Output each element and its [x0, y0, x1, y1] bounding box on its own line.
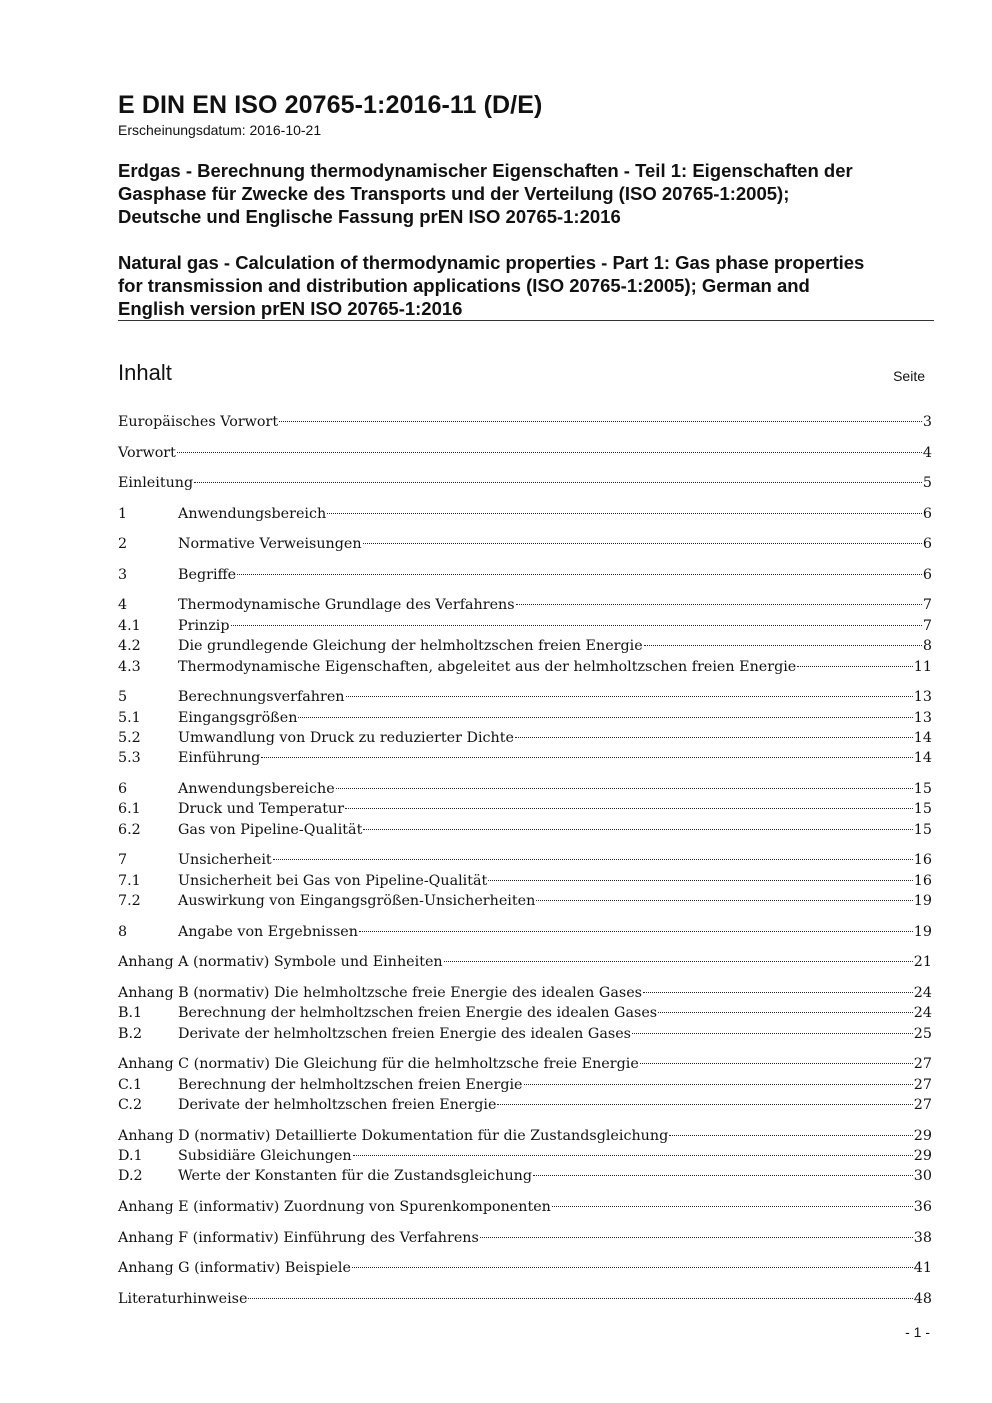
toc-entry-title: Anwendungsbereich — [178, 505, 327, 522]
toc-dot-leader — [644, 645, 922, 646]
toc-entry[interactable] — [118, 636, 932, 656]
toc-dot-leader — [177, 452, 922, 453]
toc-entry-number: 1 — [118, 505, 128, 522]
toc-entry-title: Die grundlegende Gleichung der helmholtzschen freien Energie — [178, 638, 643, 655]
toc-entry[interactable] — [118, 748, 932, 768]
table-of-contents — [118, 412, 932, 1309]
toc-entry-number: D.1 — [118, 1147, 143, 1164]
toc-entry-page: 4 — [922, 444, 932, 461]
title-english-line: for transmission and distribution applications (ISO 20765-1:2005); German and — [118, 275, 810, 296]
toc-dot-leader — [298, 717, 912, 718]
toc-entry-title: Berechnung der helmholtzschen freien Energie des idealen Gases — [178, 1005, 658, 1022]
toc-entry-title: Anhang A (normativ) Symbole und Einheiten — [118, 954, 443, 971]
toc-dot-leader — [488, 880, 913, 881]
toc-entry-number: 5.3 — [118, 750, 141, 767]
toc-dot-leader — [632, 1033, 913, 1034]
toc-entry-number: 3 — [118, 566, 128, 583]
toc-entry[interactable] — [118, 708, 932, 728]
toc-entry-page: 3 — [922, 414, 932, 430]
toc-entry[interactable] — [118, 534, 932, 554]
title-divider — [118, 320, 934, 321]
toc-entry-page: 25 — [913, 1025, 932, 1042]
toc-dot-leader — [237, 574, 922, 575]
toc-entry-page: 27 — [913, 1056, 932, 1073]
page-number: - 1 - — [905, 1324, 930, 1340]
toc-entry[interactable] — [118, 1197, 932, 1217]
toc-entry-number: D.2 — [118, 1168, 143, 1185]
publication-date: Erscheinungsdatum: 2016-10-21 — [118, 122, 322, 138]
toc-entry[interactable] — [118, 565, 932, 585]
toc-entry[interactable] — [118, 1024, 932, 1044]
title-english-line: English version prEN ISO 20765-1:2016 — [118, 298, 463, 319]
toc-entry-title: Anhang G (informativ) Beispiele — [118, 1260, 351, 1277]
toc-entry-page: 15 — [913, 821, 932, 838]
toc-entry-number: B.1 — [118, 1005, 143, 1022]
toc-entry[interactable] — [118, 779, 932, 799]
toc-entry[interactable] — [118, 983, 932, 1003]
toc-entry-page: 16 — [913, 872, 932, 889]
toc-dot-leader — [359, 931, 913, 932]
toc-entry-page: 48 — [913, 1290, 932, 1307]
toc-entry-title: Werte der Konstanten für die Zustandsgleichung — [178, 1168, 533, 1185]
toc-entry-number: 4 — [118, 597, 128, 614]
toc-dot-leader — [536, 900, 913, 901]
toc-entry[interactable] — [118, 1228, 932, 1248]
toc-entry-title: Anhang B (normativ) Die helmholtzsche freie Energie des idealen Gases — [118, 984, 643, 1001]
toc-entry[interactable] — [118, 922, 932, 942]
toc-entry-title: Berechnungsverfahren — [178, 689, 345, 706]
title-german-line: Erdgas - Berechnung thermodynamischer Eigenschaften - Teil 1: Eigenschaften der — [118, 160, 853, 181]
toc-entry-title: Anhang F (informativ) Einführung des Verfahrens — [118, 1229, 479, 1246]
toc-dot-leader — [353, 1155, 913, 1156]
toc-entry-page: 38 — [913, 1229, 932, 1246]
toc-entry-title: Subsidiäre Gleichungen — [178, 1147, 352, 1164]
toc-dot-leader — [261, 757, 912, 758]
toc-entry-title: Umwandlung von Druck zu reduzierter Dichte — [178, 730, 514, 746]
toc-entry-number: 2 — [118, 536, 128, 553]
toc-dot-leader — [327, 513, 922, 514]
toc-entry[interactable] — [118, 952, 932, 972]
toc-entry-title: Vorwort — [118, 444, 176, 461]
toc-entry-title: Eingangsgrößen — [178, 709, 298, 726]
toc-dot-leader — [346, 696, 913, 697]
toc-entry-title: Thermodynamische Grundlage des Verfahrens — [178, 597, 515, 614]
toc-entry-title: Gas von Pipeline-Qualität — [178, 821, 363, 838]
toc-entry-page: 24 — [913, 984, 932, 1001]
toc-dot-leader — [279, 421, 922, 422]
toc-entry-title: Thermodynamische Eigenschaften, abgeleitet aus der helmholtzschen freien Energie — [178, 658, 797, 675]
title-german-line: Gasphase für Zwecke des Transports und der Verteilung (ISO 20765-1:2005); — [118, 183, 790, 204]
toc-entry-page: 6 — [922, 505, 932, 522]
toc-dot-leader — [552, 1206, 913, 1207]
toc-dot-leader — [797, 666, 913, 667]
toc-entry[interactable] — [118, 850, 932, 870]
toc-entry-number: 6.2 — [118, 821, 141, 838]
toc-entry-title: Normative Verweisungen — [178, 536, 362, 553]
toc-entry[interactable] — [118, 1075, 932, 1095]
toc-entry-number: 8 — [118, 923, 128, 940]
toc-entry[interactable] — [118, 871, 932, 891]
toc-entry-number: 5.2 — [118, 730, 141, 746]
toc-page-label: Seite — [893, 368, 925, 384]
toc-entry-page: 15 — [913, 801, 932, 818]
toc-dot-leader — [363, 829, 912, 830]
toc-entry-number: 5 — [118, 689, 128, 706]
toc-dot-leader — [336, 788, 913, 789]
toc-entry[interactable] — [118, 799, 932, 819]
toc-entry-page: 6 — [922, 536, 932, 553]
toc-entry-page: 6 — [922, 566, 932, 583]
toc-entry-title: Anhang E (informativ) Zuordnung von Spurenkomponenten — [118, 1198, 551, 1215]
toc-entry-page: 7 — [922, 617, 932, 634]
toc-entry-number: C.1 — [118, 1076, 143, 1093]
toc-entry-number: C.2 — [118, 1096, 143, 1113]
toc-entry-page: 41 — [913, 1260, 932, 1277]
toc-dot-leader — [516, 604, 922, 605]
toc-dot-leader — [658, 1012, 913, 1013]
toc-entry-page: 13 — [913, 689, 932, 706]
toc-entry-title: Derivate der helmholtzschen freien Energie des idealen Gases — [178, 1025, 632, 1042]
toc-entry[interactable] — [118, 1095, 932, 1115]
toc-entry-page: 19 — [913, 923, 932, 940]
toc-entry-title: Begriffe — [178, 566, 237, 583]
toc-entry-title: Einführung — [178, 750, 261, 767]
toc-entry-page: 5 — [922, 475, 932, 492]
toc-entry[interactable] — [118, 1258, 932, 1278]
toc-entry[interactable] — [118, 1126, 932, 1146]
toc-entry[interactable] — [118, 1289, 932, 1309]
toc-entry[interactable] — [118, 412, 932, 432]
toc-dot-leader — [248, 1298, 912, 1299]
toc-entry[interactable] — [118, 657, 932, 677]
toc-dot-leader — [231, 625, 922, 626]
toc-entry-number: 7.1 — [118, 872, 141, 889]
toc-entry[interactable] — [118, 595, 932, 615]
title-german-line: Deutsche und Englische Fassung prEN ISO 20765-1:2016 — [118, 206, 621, 227]
toc-entry-page: 15 — [913, 780, 932, 797]
toc-entry[interactable] — [118, 820, 932, 840]
toc-entry-page: 24 — [913, 1005, 932, 1022]
toc-entry-page: 29 — [913, 1127, 932, 1144]
toc-dot-leader — [363, 543, 922, 544]
toc-entry-title: Literaturhinweise — [118, 1290, 248, 1307]
toc-entry-number: 6.1 — [118, 801, 141, 818]
toc-entry[interactable] — [118, 1003, 932, 1023]
toc-entry-page: 16 — [913, 852, 932, 869]
toc-entry-page: 13 — [913, 709, 932, 726]
toc-entry[interactable] — [118, 1146, 932, 1166]
toc-dot-leader — [669, 1135, 913, 1136]
toc-entry-page: 36 — [913, 1198, 932, 1215]
title-german — [118, 159, 948, 228]
toc-entry-number: 4.2 — [118, 638, 141, 655]
toc-entry-page: 21 — [913, 954, 932, 971]
toc-entry[interactable] — [118, 1166, 932, 1186]
toc-entry-number: 7 — [118, 852, 128, 869]
toc-entry-title: Anwendungsbereiche — [178, 780, 335, 797]
toc-entry[interactable] — [118, 473, 932, 493]
toc-dot-leader — [524, 1084, 913, 1085]
toc-entry[interactable] — [118, 1054, 932, 1074]
toc-entry-title: Anhang C (normativ) Die Gleichung für die helmholtzsche freie Energie — [118, 1056, 639, 1073]
toc-entry-page: 30 — [913, 1168, 932, 1185]
toc-entry-title: Anhang D (normativ) Detaillierte Dokumentation für die Zustandsgleichung — [118, 1127, 669, 1144]
toc-entry-title: Derivate der helmholtzschen freien Energie — [178, 1096, 497, 1113]
toc-dot-leader — [345, 808, 913, 809]
toc-entry-page: 27 — [913, 1076, 932, 1093]
toc-entry-page: 7 — [922, 597, 932, 614]
toc-entry[interactable] — [118, 891, 932, 911]
toc-dot-leader — [533, 1175, 913, 1176]
toc-dot-leader — [444, 961, 913, 962]
toc-entry[interactable] — [118, 443, 932, 463]
toc-entry-page: 19 — [913, 893, 932, 910]
toc-entry-title: Einleitung — [118, 475, 194, 492]
toc-entry-number: 7.2 — [118, 893, 141, 910]
toc-dot-leader — [497, 1104, 912, 1105]
toc-entry[interactable] — [118, 616, 932, 636]
toc-entry-title: Angabe von Ergebnissen — [178, 923, 358, 940]
toc-entry-title: Prinzip — [178, 617, 230, 634]
toc-entry-title: Auswirkung von Eingangsgrößen-Unsicherheiten — [178, 893, 536, 910]
document-id: E DIN EN ISO 20765-1:2016-11 (D/E) — [118, 91, 543, 119]
toc-entry-page: 11 — [913, 658, 932, 675]
toc-entry-page: 14 — [913, 730, 932, 746]
toc-dot-leader — [352, 1267, 913, 1268]
toc-entry-title: Unsicherheit bei Gas von Pipeline-Qualität — [178, 872, 488, 889]
toc-entry-title: Europäisches Vorwort — [118, 414, 279, 430]
toc-entry-page: 29 — [913, 1147, 932, 1164]
toc-dot-leader — [643, 992, 913, 993]
toc-entry-number: 5.1 — [118, 709, 141, 726]
toc-entry-number: B.2 — [118, 1025, 143, 1042]
toc-entry-title: Unsicherheit — [178, 852, 272, 869]
toc-entry-page: 14 — [913, 750, 932, 767]
toc-entry[interactable] — [118, 504, 932, 524]
toc-entry[interactable] — [118, 687, 932, 707]
toc-dot-leader — [640, 1063, 913, 1064]
toc-dot-leader — [515, 737, 913, 738]
toc-entry-number: 4.1 — [118, 617, 141, 634]
title-english — [118, 251, 948, 320]
toc-entry-page: 27 — [913, 1096, 932, 1113]
toc-dot-leader — [194, 482, 922, 483]
toc-entry[interactable] — [118, 728, 932, 748]
toc-dot-leader — [480, 1237, 913, 1238]
toc-entry-page: 8 — [922, 638, 932, 655]
toc-dot-leader — [273, 859, 913, 860]
toc-entry-title: Druck und Temperatur — [178, 801, 345, 818]
toc-entry-number: 6 — [118, 780, 128, 797]
toc-heading: Inhalt — [118, 360, 172, 385]
toc-entry-title: Berechnung der helmholtzschen freien Energie — [178, 1076, 523, 1093]
toc-entry-number: 4.3 — [118, 658, 141, 675]
title-english-line: Natural gas - Calculation of thermodynamic properties - Part 1: Gas phase properties — [118, 252, 865, 273]
